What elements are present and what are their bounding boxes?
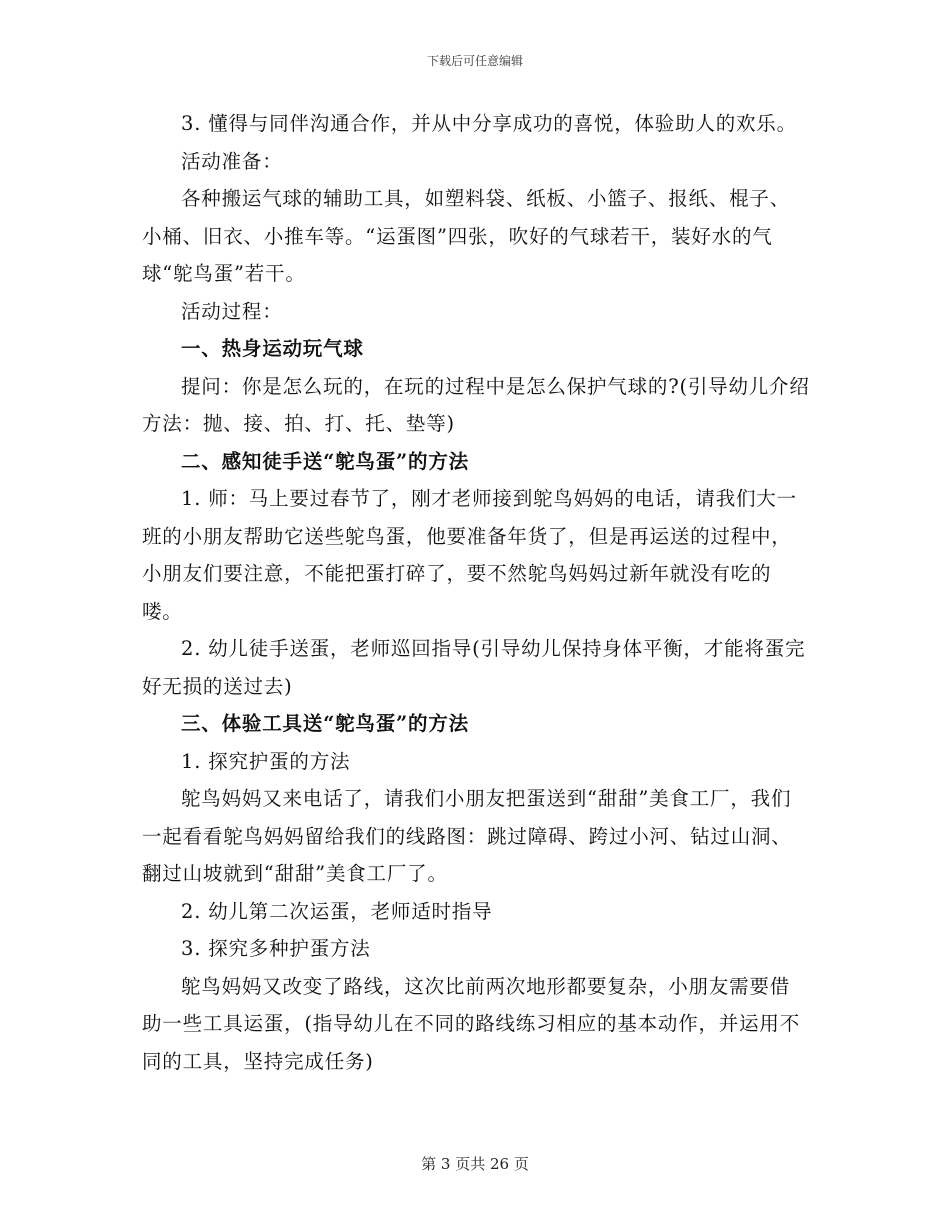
page-footer: 第 3 页共 26 页 <box>421 1155 529 1173</box>
paragraph-explore-method: 1. 探究护蛋的方法 <box>181 749 351 773</box>
paragraph-question: 提问：你是怎么玩的，在玩的过程中是怎么保护气球的?(引导幼儿介绍方法：抛、接、拍、打、托、垫等) <box>142 374 810 435</box>
paragraph-second-delivery: 2. 幼儿第二次运蛋，老师适时指导 <box>181 899 493 923</box>
paragraph-goal-3: 3. 懂得与同伴沟通合作，并从中分享成功的喜悦，体验助人的欢乐。 <box>181 112 797 135</box>
document-body <box>142 105 810 1080</box>
section-heading-2: 二、感知徒手送“鸵鸟蛋”的方法 <box>181 449 469 473</box>
section-heading-3: 三、体验工具送“鸵鸟蛋”的方法 <box>181 712 469 735</box>
paragraph-explore-multiple: 3. 探究多种护蛋方法 <box>181 937 371 960</box>
page-header: 下载后可任意编辑 <box>426 54 523 68</box>
section-heading-1: 一、热身运动玩气球 <box>181 337 364 360</box>
paragraph-process-heading: 活动过程： <box>181 299 283 323</box>
paragraph-prep-materials: 各种搬运气球的辅助工具，如塑料袋、纸板、小篮子、报纸、棍子、小桶、旧衣、小推车等。“运蛋图”四张，吹好的气球若干，装好水的气球“鸵鸟蛋”若干。 <box>142 187 791 285</box>
paragraph-new-route: 鸵鸟妈妈又改变了路线，这次比前两次地形都要复杂，小朋友需要借助一些工具运蛋，(指导幼儿在不同的路线练习相应的基本动作，并运用不同的工具，坚持完成任务) <box>142 974 801 1073</box>
paragraph-prep-heading: 活动准备： <box>181 149 283 173</box>
paragraph-route-description: 鸵鸟妈妈又来电话了，请我们小朋友把蛋送到“甜甜”美食工厂，我们一起看看鸵鸟妈妈留给我们的线路图：跳过障碍、跨过小河、钻过山洞、翻过山坡就到“甜甜”美食工厂了。 <box>142 787 792 885</box>
paragraph-teacher-intro: 1. 师：马上要过春节了，刚才老师接到鸵鸟妈妈的电话，请我们大一班的小朋友帮助它送些鸵鸟蛋，他要准备年货了，但是再运送的过程中，小朋友们要注意，不能把蛋打碎了，要不然鸵鸟妈妈过新年就没有吃的喽。 <box>142 487 797 623</box>
paragraph-barehand-delivery: 2. 幼儿徒手送蛋，老师巡回指导(引导幼儿保持身体平衡，才能将蛋完好无损的送过去) <box>142 637 806 698</box>
